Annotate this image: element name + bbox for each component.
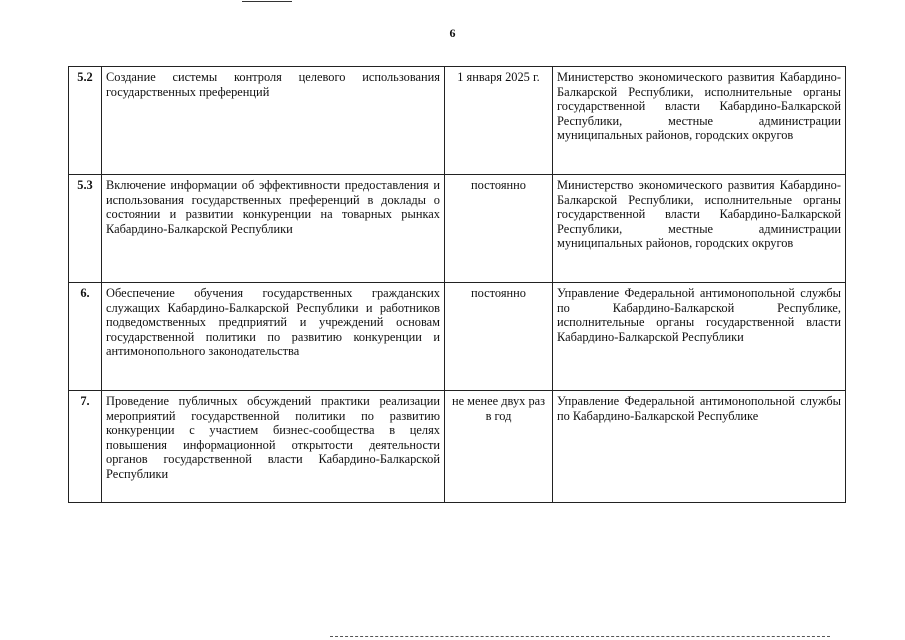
deadline: 1 января 2025 г.: [445, 67, 553, 175]
page-number: 6: [449, 26, 456, 40]
table-row: [69, 391, 846, 503]
measures-table: [68, 66, 846, 503]
scan-artifact-top-line: [242, 1, 292, 2]
item-number: 6.: [69, 283, 102, 391]
item-number: 7.: [69, 391, 102, 503]
item-number: 5.2: [69, 67, 102, 175]
responsible-parties: Управление Федеральной антимонопольной службы по Кабардино-Балкарской Республике, исполнительные органы государственной власти Кабардино-Балкарской Республики: [553, 283, 846, 391]
action-description: Включение информации об эффективности предоставления и использования государственных преференций в доклады о состоянии и развитии конкуренции на товарных рынках Кабардино-Балкарской Республики: [102, 175, 445, 283]
deadline: постоянно: [445, 283, 553, 391]
responsible-parties: Управление Федеральной антимонопольной службы по Кабардино-Балкарской Республике: [553, 391, 846, 503]
item-number: 5.3: [69, 175, 102, 283]
deadline: постоянно: [445, 175, 553, 283]
table-row: [69, 67, 846, 175]
deadline: не менее двух раз в год: [445, 391, 553, 503]
scan-artifact-bottom-line: [330, 636, 830, 638]
responsible-parties: Министерство экономического развития Кабардино-Балкарской Республики, исполнительные органы государственной власти Кабардино-Балкарской Республики, местные администрации муниципальных районов, городских округов: [553, 175, 846, 283]
action-description: Обеспечение обучения государственных гражданских служащих Кабардино-Балкарской Республики и работников подведомственных предприятий и учреждений основам государственной политики по развитию конкуренции и антимонопольного законодательства: [102, 283, 445, 391]
responsible-parties: Министерство экономического развития Кабардино-Балкарской Республики, исполнительные органы государственной власти Кабардино-Балкарской Республики, местные администрации муниципальных районов, городских округов: [553, 67, 846, 175]
action-description: Создание системы контроля целевого использования государственных преференций: [102, 67, 445, 175]
action-description: Проведение публичных обсуждений практики реализации мероприятий государственной политики по развитию конкуренции с участием бизнес-сообщества в целях повышения информационной открытости деятельности органов государственной власти Кабардино-Балкарской Республики: [102, 391, 445, 503]
table-row: [69, 283, 846, 391]
table-row: [69, 175, 846, 283]
